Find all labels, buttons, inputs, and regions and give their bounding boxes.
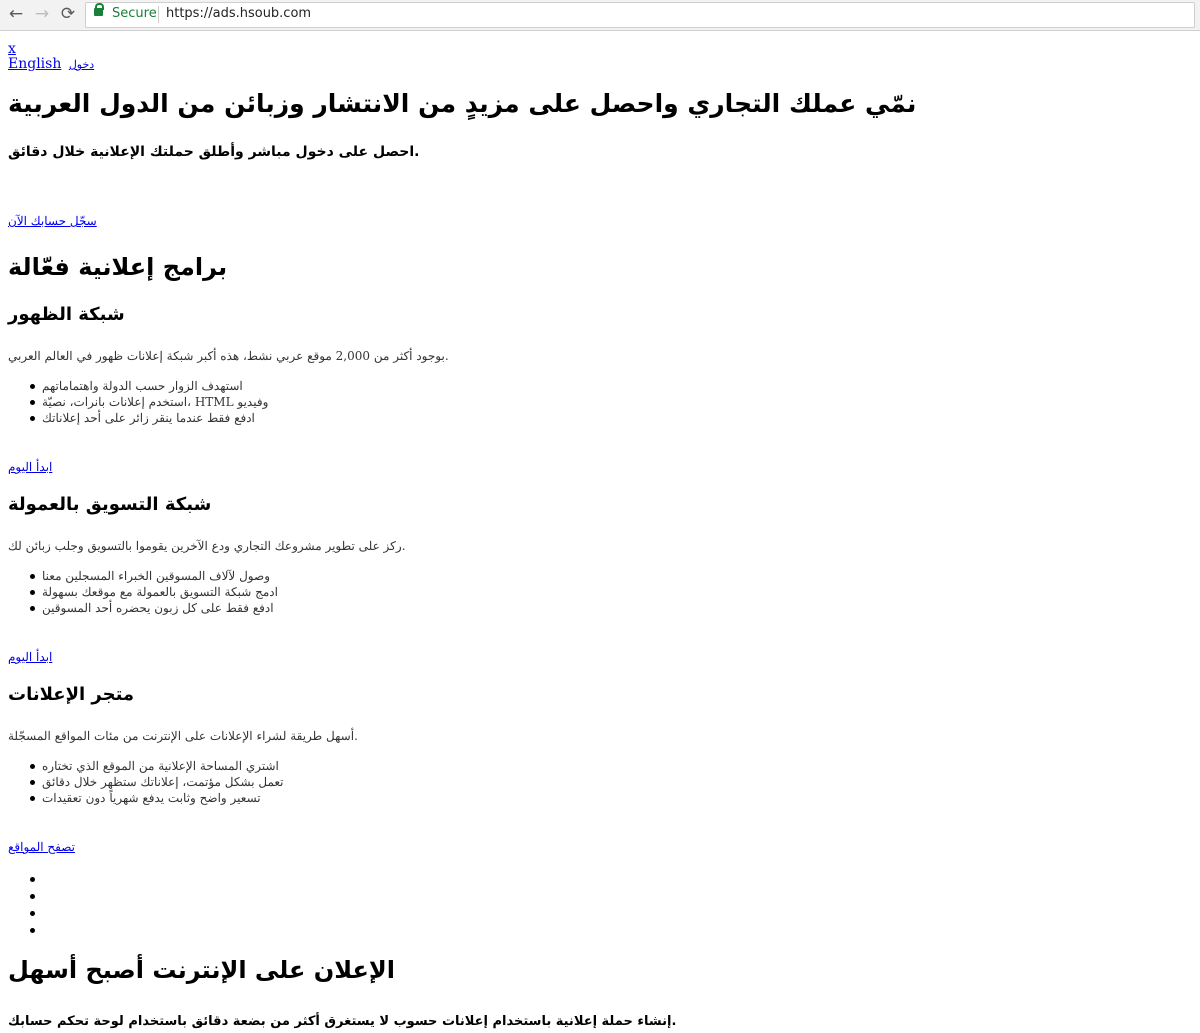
- browse-sites-link[interactable]: تصفح المواقع: [8, 840, 75, 854]
- bottom-heading: الإعلان على الإنترنت أصبح أسهل: [8, 956, 395, 984]
- start-today-link[interactable]: ابدأ اليوم: [8, 650, 53, 664]
- register-row: [8, 214, 97, 228]
- section-title-ads-store: متجر الإعلانات: [8, 684, 135, 705]
- section-description: ركز على تطوير مشروعك التجاري ودع الآخرين يقوموا بالتسويق وجلب زبائن لك.: [8, 539, 406, 553]
- address-divider: [158, 6, 159, 23]
- forward-arrow-icon[interactable]: →: [34, 4, 50, 24]
- close-link[interactable]: x: [8, 41, 16, 57]
- empty-bullet-list: [8, 871, 48, 939]
- url-text[interactable]: https://ads.hsoub.com: [166, 6, 312, 21]
- section-title-affiliate-network: شبكة التسويق بالعمولة: [8, 494, 212, 515]
- bullet-item: [8, 922, 48, 939]
- bottom-subtitle: إنشاء حملة إعلانية باستخدام إعلانات حسوب لا يستغرق أكثر من بضعة دقائق باستخدام لوحة تحكم حسابك.: [8, 1014, 677, 1029]
- browser-toolbar: [0, 0, 1200, 31]
- register-link[interactable]: سجّل حسابك الآن: [8, 214, 97, 228]
- bullet-item: [8, 871, 48, 888]
- language-row: [8, 56, 94, 72]
- hero-subtitle: احصل على دخول مباشر وأطلق حملتك الإعلانية خلال دقائق.: [8, 144, 420, 160]
- feature-item: استهدف الزوار حسب الدولة واهتماماتهم: [8, 378, 268, 394]
- feature-list: [8, 758, 284, 806]
- bullet-item: [8, 888, 48, 905]
- address-bar[interactable]: [85, 2, 1195, 28]
- feature-item: اشتري المساحة الإعلانية من الموقع الذي تختاره: [8, 758, 284, 774]
- section-description: أسهل طريقة لشراء الإعلانات على الإنترنت من مئات المواقع المسجّلة.: [8, 729, 358, 743]
- english-link[interactable]: English: [8, 56, 62, 72]
- start-today-link[interactable]: ابدأ اليوم: [8, 460, 53, 474]
- section-description: بوجود أكثر من 2,000 موقع عربي نشط، هذه أكبر شبكة إعلانات ظهور في العالم العربي.: [8, 349, 449, 363]
- close-row: [8, 41, 16, 57]
- reload-icon[interactable]: ⟳: [60, 4, 76, 24]
- secure-label: Secure: [112, 6, 157, 21]
- bullet-item: [8, 905, 48, 922]
- programs-heading: برامج إعلانية فعّالة: [8, 253, 228, 281]
- feature-item: ادمج شبكة التسويق بالعمولة مع موقعك بسهولة: [8, 584, 278, 600]
- feature-item: تسعير واضح وثابت يدفع شهرياً دون تعقيدات: [8, 790, 284, 806]
- feature-item: ادفع فقط عندما ينقر زائر على أحد إعلاناتك: [8, 410, 268, 426]
- hero-title: نمّي عملك التجاري واحصل على مزيدٍ من الانتشار وزبائن من الدول العربية: [8, 89, 917, 118]
- feature-list: [8, 378, 268, 426]
- feature-item: ادفع فقط على كل زبون يحضره أحد المسوقين: [8, 600, 278, 616]
- feature-list: [8, 568, 278, 616]
- feature-item: استخدم إعلانات بانرات، نصيّة، HTML وفيديو: [8, 394, 268, 410]
- feature-item: وصول لآلاف المسوقين الخبراء المسجلين معنا: [8, 568, 278, 584]
- feature-item: تعمل بشكل مؤتمت، إعلاناتك ستظهر خلال دقائق: [8, 774, 284, 790]
- lock-icon: [94, 8, 103, 16]
- back-arrow-icon[interactable]: ←: [8, 4, 24, 24]
- login-link[interactable]: دخول: [68, 58, 95, 71]
- section-title-display-network: شبكة الظهور: [8, 304, 125, 325]
